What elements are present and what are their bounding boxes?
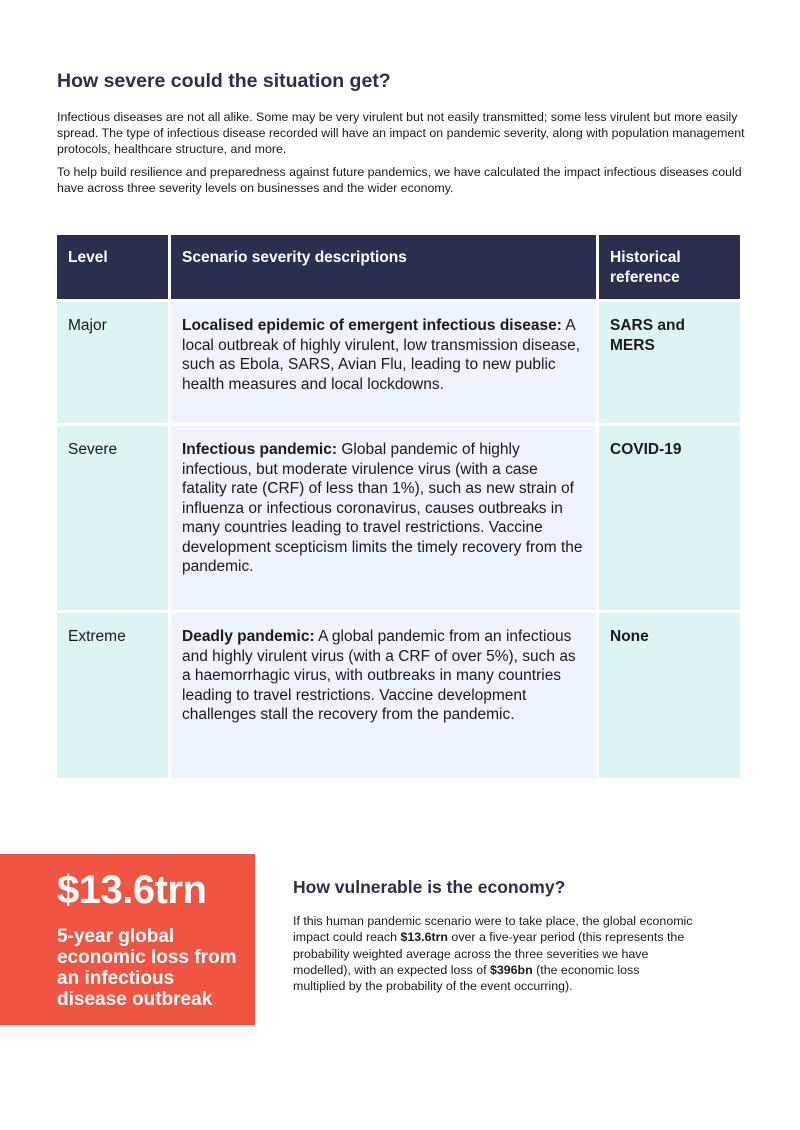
economy-heading: How vulnerable is the economy? (293, 877, 566, 897)
stat-label: 5-year global economic loss from an infectious disease outbreak (57, 926, 237, 1010)
description-text: Global pandemic of highly infectious, but moderate virulence virus (with a case fatality rate (CRF) of less than 1%), such as new strain of influenza or infectious coronavirus, causes outbreaks in many countries leading to travel restrictions. Vaccine development scepticism limits the timely recovery from the pandemic. (182, 441, 583, 575)
economy-text-3: (the economic loss multiplied by the probability of the event occurring). (293, 962, 640, 994)
table-row (57, 302, 740, 423)
description-text: A local outbreak of highly virulent, low transmission disease, such as Ebola, SARS, Avian Flu, leading to new public health measures and local lockdowns. (182, 317, 581, 393)
table-row (57, 613, 740, 778)
intro-paragraph-2: To help build resilience and preparedness against future pandemics, we have calculated the impact infectious diseases could have across three severity levels on businesses and the wider economy. (57, 165, 742, 195)
economy-text-2: over a five-year period (this represents the probability weighted average across the three severities we have modelled), with an expected loss of (293, 930, 685, 977)
stat-callout (0, 854, 255, 1025)
economy-text (293, 913, 693, 994)
economy-text-1: If this human pandemic scenario were to take place, the global economic impact could reach (293, 914, 693, 945)
table-row (57, 426, 740, 610)
table-header-row (57, 235, 740, 299)
economy-bold-2: $396bn (489, 962, 533, 977)
reference-cell: None (599, 613, 740, 778)
level-cell: Major (57, 302, 168, 423)
level-cell: Severe (57, 426, 168, 610)
header-level: Level (57, 235, 168, 299)
description-bold: Localised epidemic of emergent infectious disease: (182, 317, 562, 334)
stat-value: $13.6trn (57, 868, 207, 912)
economy-bold-1: $13.6trn (400, 930, 448, 945)
reference-cell: COVID-19 (599, 426, 740, 610)
level-cell: Extreme (57, 613, 168, 778)
page-heading: How severe could the situation get? (57, 70, 391, 92)
intro-text (57, 109, 747, 203)
description-text: A global pandemic from an infectious and highly virulent virus (with a CRF of over 5%), such as a haemorrhagic virus, with outbreaks in many countries leading to travel restrictions. Vaccine development challenges stall the recovery from the pandemic. (182, 628, 576, 723)
description-cell (171, 302, 596, 423)
intro-paragraph-1: Infectious diseases are not all alike. Some may be very virulent but not easily transmitted; some less virulent but more easily spread. The type of infectious disease recorded will have an impact on pandemic severity, along with population management protocols, healthcare structure, and more. (57, 110, 745, 156)
severity-table (54, 232, 743, 781)
header-description: Scenario severity descriptions (171, 235, 596, 299)
description-cell (171, 613, 596, 778)
header-reference: Historical reference (599, 235, 740, 299)
description-bold: Infectious pandemic: (182, 441, 338, 458)
description-bold: Deadly pandemic: (182, 628, 315, 645)
reference-cell: SARS and MERS (599, 302, 740, 423)
description-cell (171, 426, 596, 610)
